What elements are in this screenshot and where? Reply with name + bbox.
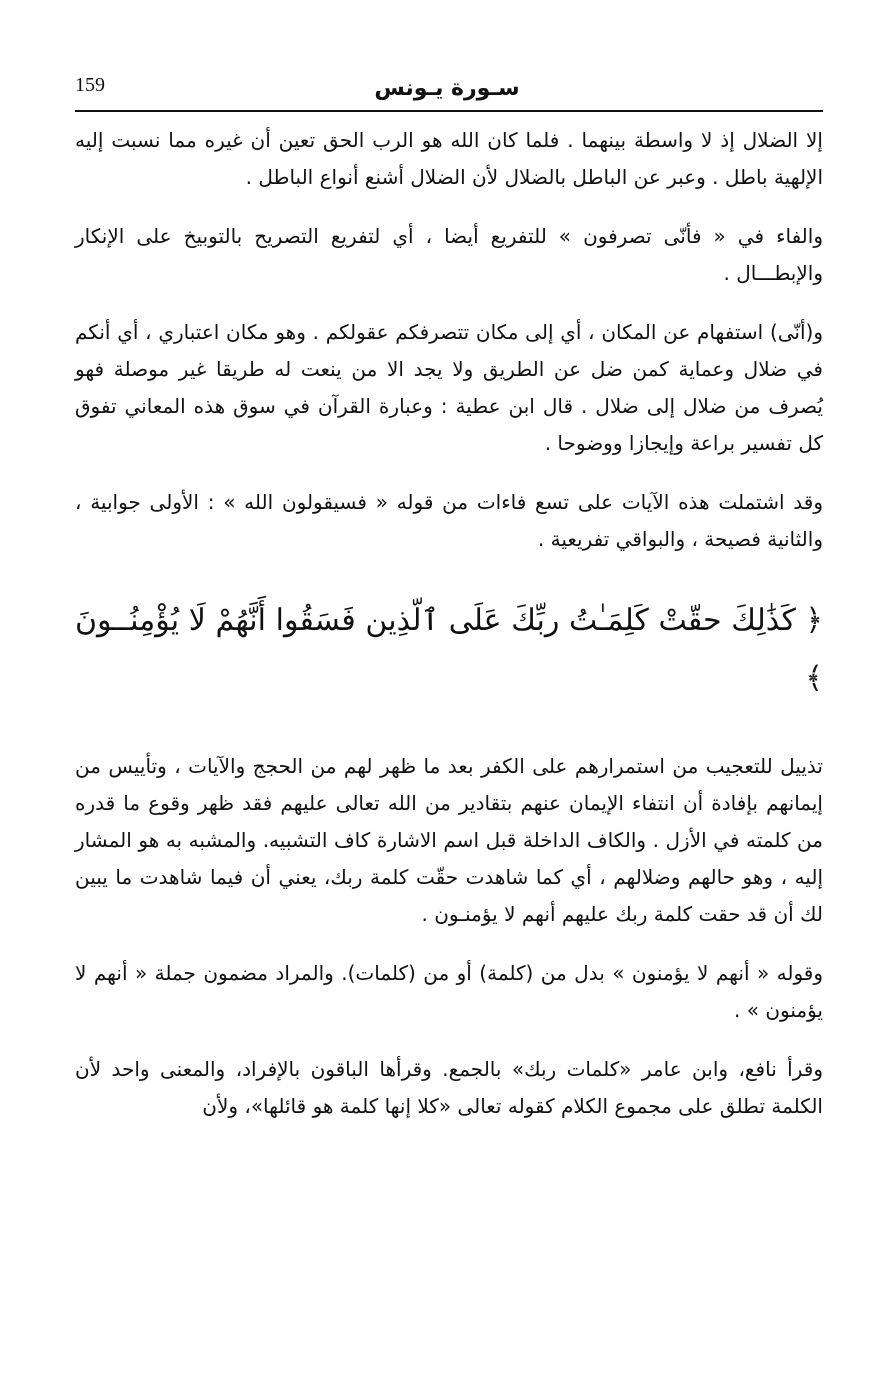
paragraph-1: إلا الضلال إذ لا واسطة بينهما . فلما كان الله هو الرب الحق تعين أن غيره مما نسبت إليه الإلهية باطل . وعبر عن الباطل بالضلال لأن الضلال أشنع أنواع الباطل .: [75, 128, 823, 189]
paragraph-3: و(أنّى) استفهام عن المكان ، أي إلى مكان تتصرفكم عقولكم . وهو مكان اعتباري ، أي أنكم في ضلال وعماية كمن ضل عن الطريق ولا يجد الا من ينعت له طريقا غير موصلة فهو يُصرف من ضلال إلى ضلال . قال ابن عطية : وعبارة القرآن في سوق هذه المعاني تفوق كل تفسير براعة وإيجازا ووضوحا .: [75, 320, 823, 455]
paragraph-5: تذييل للتعجيب من استمرارهم على الكفر بعد ما ظهر لهم من الحجج والآيات ، وتأييس من إيمانهم بإفادة أن انتفاء الإيمان عنهم بتقادير من الله تعالى عليهم فقد ظهر وقوع ما قدره من كلمته في الأزل . والكاف الداخلة قبل اسم الاشارة كاف التشبيه. والمشبه به هو المشار إليه ، وهو حالهم وضلالهم ، أي كما شاهدت حقّت كلمة ربك، يعني أن فيما شاهدت ما يبين لك أن قد حقت كلمة ربك عليهم أنهم لا يؤمنـون .: [75, 754, 823, 926]
body-text: [75, 122, 823, 1147]
paragraph-2: والفاء في « فأنّى تصرفون » للتفريع أيضا ، أي لتفريع التصريح بالتوبيخ على الإنكار والإبطـــال .: [75, 224, 823, 285]
paragraph-6: وقوله « أنهم لا يؤمنون » بدل من (كلمة) أو من (كلمات). والمراد مضمون جملة « أنهم لا يؤمنون » .: [75, 961, 823, 1022]
paragraph-4: وقد اشتملت هذه الآيات على تسع فاءات من قوله « فسيقولون الله » : الأولى جوابية ، والثانية فصيحة ، والبواقي تفريعية .: [75, 490, 823, 551]
quran-verse: ﴿ كَذَٰلِكَ حقّتْ كَلِمَـٰتُ ربِّكَ عَلَى ٱلّذِين فَسَقُوا أَنَّهُمْ لَا يُؤْمِنُــونَ ﴾: [75, 603, 823, 696]
running-title: سـورة يـونس: [374, 76, 520, 101]
paragraph-7: وقرأ نافع، وابن عامر «كلمات ربك» بالجمع. وقرأها الباقون بالإفراد، والمعنى واحد لأن الكلمة تطلق على مجموع الكلام كقوله تعالى «كلا إنها كلمة هو قائلها»، ولأن: [75, 1057, 823, 1118]
header-rule: [75, 110, 823, 112]
page-number: 159: [75, 74, 105, 96]
